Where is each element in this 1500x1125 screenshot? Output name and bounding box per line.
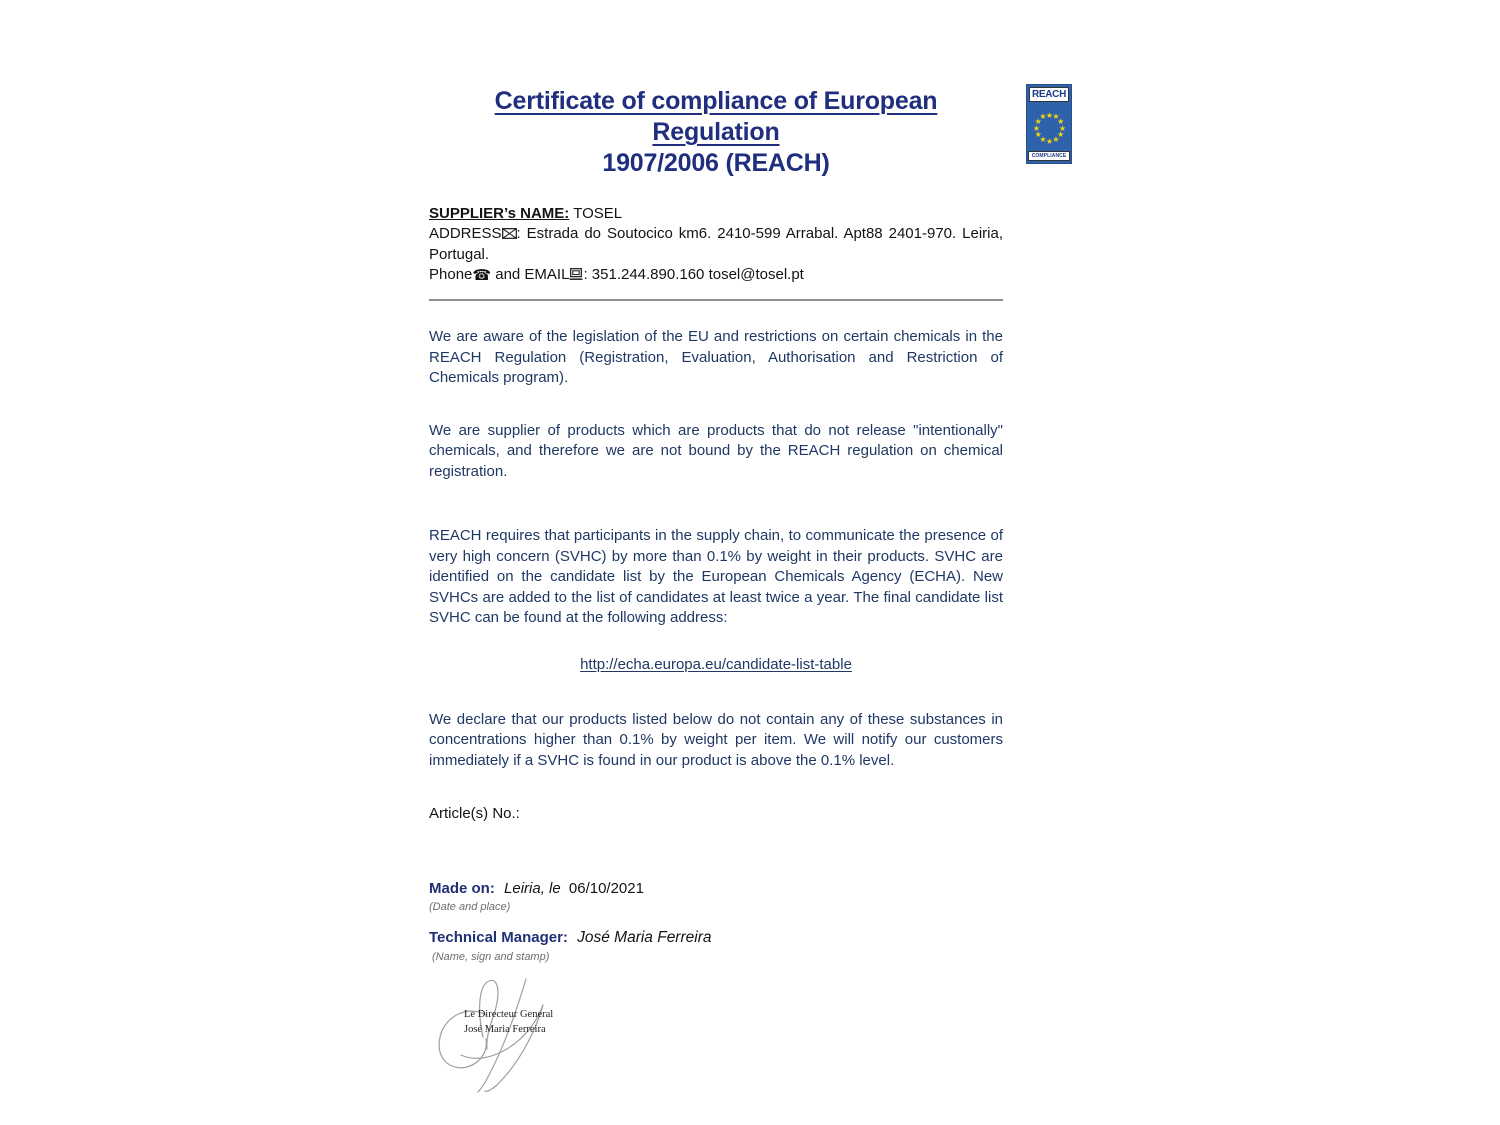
- name-sign-stamp-note: (Name, sign and stamp): [432, 951, 550, 963]
- telephone-icon: ☎: [472, 267, 492, 284]
- candidate-list-link[interactable]: http://echa.europa.eu/candidate-list-table: [580, 655, 852, 673]
- page-title: [429, 86, 1003, 179]
- stamp-line2: José Maria Ferreira: [464, 1024, 546, 1035]
- technical-manager-row: [429, 928, 1003, 948]
- address-label: ADDRESS: [429, 225, 502, 242]
- eu-star-icon: ★: [1045, 136, 1054, 146]
- eu-star-icon: ★: [1034, 130, 1042, 139]
- reach-logo-title: REACH: [1029, 87, 1069, 102]
- eu-star-icon: ★: [1052, 112, 1060, 122]
- supplier-name-row: [429, 204, 1003, 224]
- signature-area: [431, 975, 591, 1097]
- technical-manager-label: Technical Manager:: [429, 929, 568, 946]
- page-title-line1: Certificate of compliance of European Regulation: [494, 87, 938, 146]
- stamp-line1: Le Directeur General: [464, 1009, 554, 1020]
- supplier-address-row: [429, 224, 1003, 265]
- supplier-name-value: TOSEL: [573, 205, 623, 222]
- made-on-place: Leiria, le: [504, 880, 561, 897]
- paragraph-reach-requires: REACH requires that participants in the supply chain, to communicate the presence of very high concern (SVHC) by more than 0.1% by weight in their products. SVHC are identified on the candidate list by the European Chemicals Agency (ECHA). New SVHCs are added to the list of candidates at least twice a year. The final candidate list SVHC can be found at the following address:: [429, 527, 1003, 626]
- reach-logo-compliance-label: COMPLIANCE: [1028, 151, 1070, 161]
- eu-star-icon: ★: [1045, 110, 1054, 120]
- candidate-list-link-row: [429, 656, 1003, 674]
- made-on-label: Made on:: [429, 880, 495, 897]
- supplier-block: [429, 204, 1003, 286]
- computer-icon: [569, 266, 583, 286]
- stamp-text: [464, 1007, 553, 1037]
- document-body: [429, 0, 1003, 1097]
- contact-value: : 351.244.890.160 tosel@tosel.pt: [583, 266, 804, 283]
- eu-star-icon: ★: [1039, 112, 1047, 122]
- eu-star-icon: ★: [1039, 134, 1047, 144]
- eu-star-icon: ★: [1057, 117, 1065, 126]
- eu-star-icon: ★: [1057, 130, 1065, 139]
- paragraph-declare: We declare that our products listed below do not contain any of these substances in concentrations higher than 0.1% by weight per item. We will notify our customers immediately if a SVHC is found in our product is above the 0.1% level.: [429, 710, 1003, 769]
- supplier-contact-row: [429, 265, 1003, 286]
- phone-label: Phone: [429, 266, 473, 283]
- eu-star-icon: ★: [1052, 134, 1060, 144]
- divider-line: [429, 299, 1003, 301]
- paragraph-aware: We are aware of the legislation of the EU and restrictions on certain chemicals in the REACH Regulation (Registration, Evaluation, Authorisation and Restriction of Chemicals program).: [429, 328, 1003, 386]
- paragraph-supplier: We are supplier of products which are products that do not release "intentionally" chemicals, and therefore we are not bound by the REACH regulation on chemical registration.: [429, 421, 1003, 480]
- email-label: and EMAIL: [495, 266, 570, 283]
- eu-star-icon: ★: [1032, 123, 1041, 133]
- eu-star-icon: ★: [1058, 123, 1067, 133]
- eu-star-icon: ★: [1034, 117, 1042, 126]
- date-place-note: (Date and place): [429, 901, 511, 913]
- supplier-name-label: SUPPLIER’s NAME:: [429, 205, 570, 222]
- reach-compliance-logo: [1026, 84, 1072, 164]
- made-on-row: [429, 879, 1003, 899]
- articles-no-label: Article(s) No.:: [429, 805, 520, 822]
- address-value: : Estrada do Soutocico km6. 2410-599 Arrabal. Apt88 2401-970. Leiria, Portugal.: [429, 225, 1003, 263]
- made-on-date: 06/10/2021: [568, 880, 644, 897]
- page-title-line2: 1907/2006 (REACH): [602, 149, 830, 177]
- technical-manager-name: José Maria Ferreira: [577, 929, 712, 946]
- envelope-icon: [502, 225, 517, 245]
